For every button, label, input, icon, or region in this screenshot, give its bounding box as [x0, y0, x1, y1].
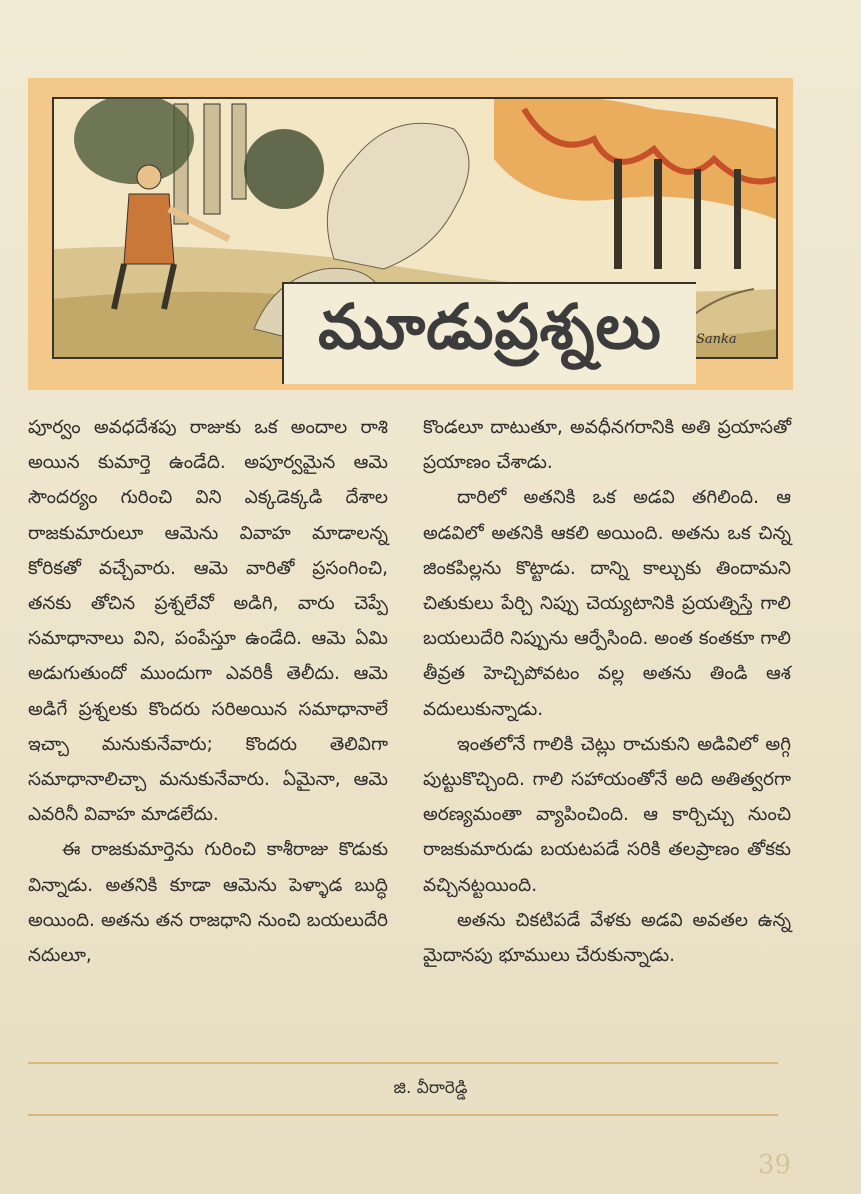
paragraph: దారిలో అతనికి ఒక అడవి తగిలింది. ఆ అడవిలో అతనికి ఆకలి అయింది. అతను ఒక చిన్న జింకపిల్లను కొట్టాడు. దాన్ని కాల్చుకు తిందామని చితుకులు పేర్చి నిప్పు చెయ్యటానికి ప్రయత్నిస్తే గాలి బయలుదేరి నిప్పును ఆర్పేసింది. అంత కంతకూ గాలి తీవ్రత హెచ్చిపోవటం వల్ల అతను తిండి ఆశ వదులుకున్నాడు. — [423, 487, 791, 720]
author-name: జి. వీరారెడ్డి — [393, 1078, 468, 1098]
paragraph: ఈ రాజకుమార్తెను గురించి కాశీరాజు కొడుకు విన్నాడు. అతనికి కూడా ఆమెను పెళ్ళాడ బుద్ధి అయింది. అతను తన రాజధాని నుంచి బయలుదేరి నదులూ, — [28, 839, 388, 967]
paragraph: కొండలూ దాటుతూ, అవధీనగరానికి అతి ప్రయాసతో ప్రయాణం చేశాడు. — [423, 417, 791, 474]
divider-bottom — [28, 1114, 778, 1116]
paragraph: ఇంతలోనే గాలికి చెట్లు రాచుకుని అడివిలో అగ్గి పుట్టుకొచ్చింది. గాలి సహాయంతోనే అది అతిత్వరగా అరణ్యమంతా వ్యాపించింది. ఆ కార్చిచ్చు నుంచి రాజకుమారుడు బయటపడే సరికి తలప్రాణం తోకకు వచ్చినట్టయింది. — [423, 733, 791, 896]
right-column — [423, 410, 791, 973]
paragraph: అతను చికటిపడే వేళకు అడవి అవతల ఉన్న మైదానపు భూములు చేరుకున్నాడు. — [423, 909, 791, 967]
illustrator-signature: Sanka — [696, 332, 737, 347]
divider-top — [28, 1062, 778, 1064]
story-title: మూడుప్రశ్నలు — [318, 290, 662, 363]
paragraph: పూర్వం అవధదేశపు రాజుకు ఒక అందాల రాశి అయిన కుమార్తె ఉండేది. అపూర్వమైన ఆమె సౌందర్యం గురించి విని ఎక్కడెక్కడి దేశాల రాజకుమారులూ ఆమెను వివాహ మాడాలన్న కోరికతో వచ్చేవారు. ఆమె వారితో ప్రసంగించి, తనకు తోచిన ప్రశ్నలేవో అడిగి, వారు చెప్పే సమాధానాలు విని, పంపేస్తూ ఉండేది. ఆమె ఏమి అడుగుతుందో ముందుగా ఎవరికీ తెలీదు. ఆమె అడిగే ప్రశ్నలకు కొందరు సరిఅయిన సమాధానాలే ఇచ్చా మనుకునేవారు; కొందరు తెలివిగా సమాధానాలిచ్చా మనుకునేవారు. ఏమైనా, ఆమె ఎవరినీ వివాహ మాడలేదు. — [28, 417, 388, 826]
page-number: 39 — [758, 1150, 792, 1180]
title-box — [282, 282, 696, 384]
left-column — [28, 410, 388, 973]
